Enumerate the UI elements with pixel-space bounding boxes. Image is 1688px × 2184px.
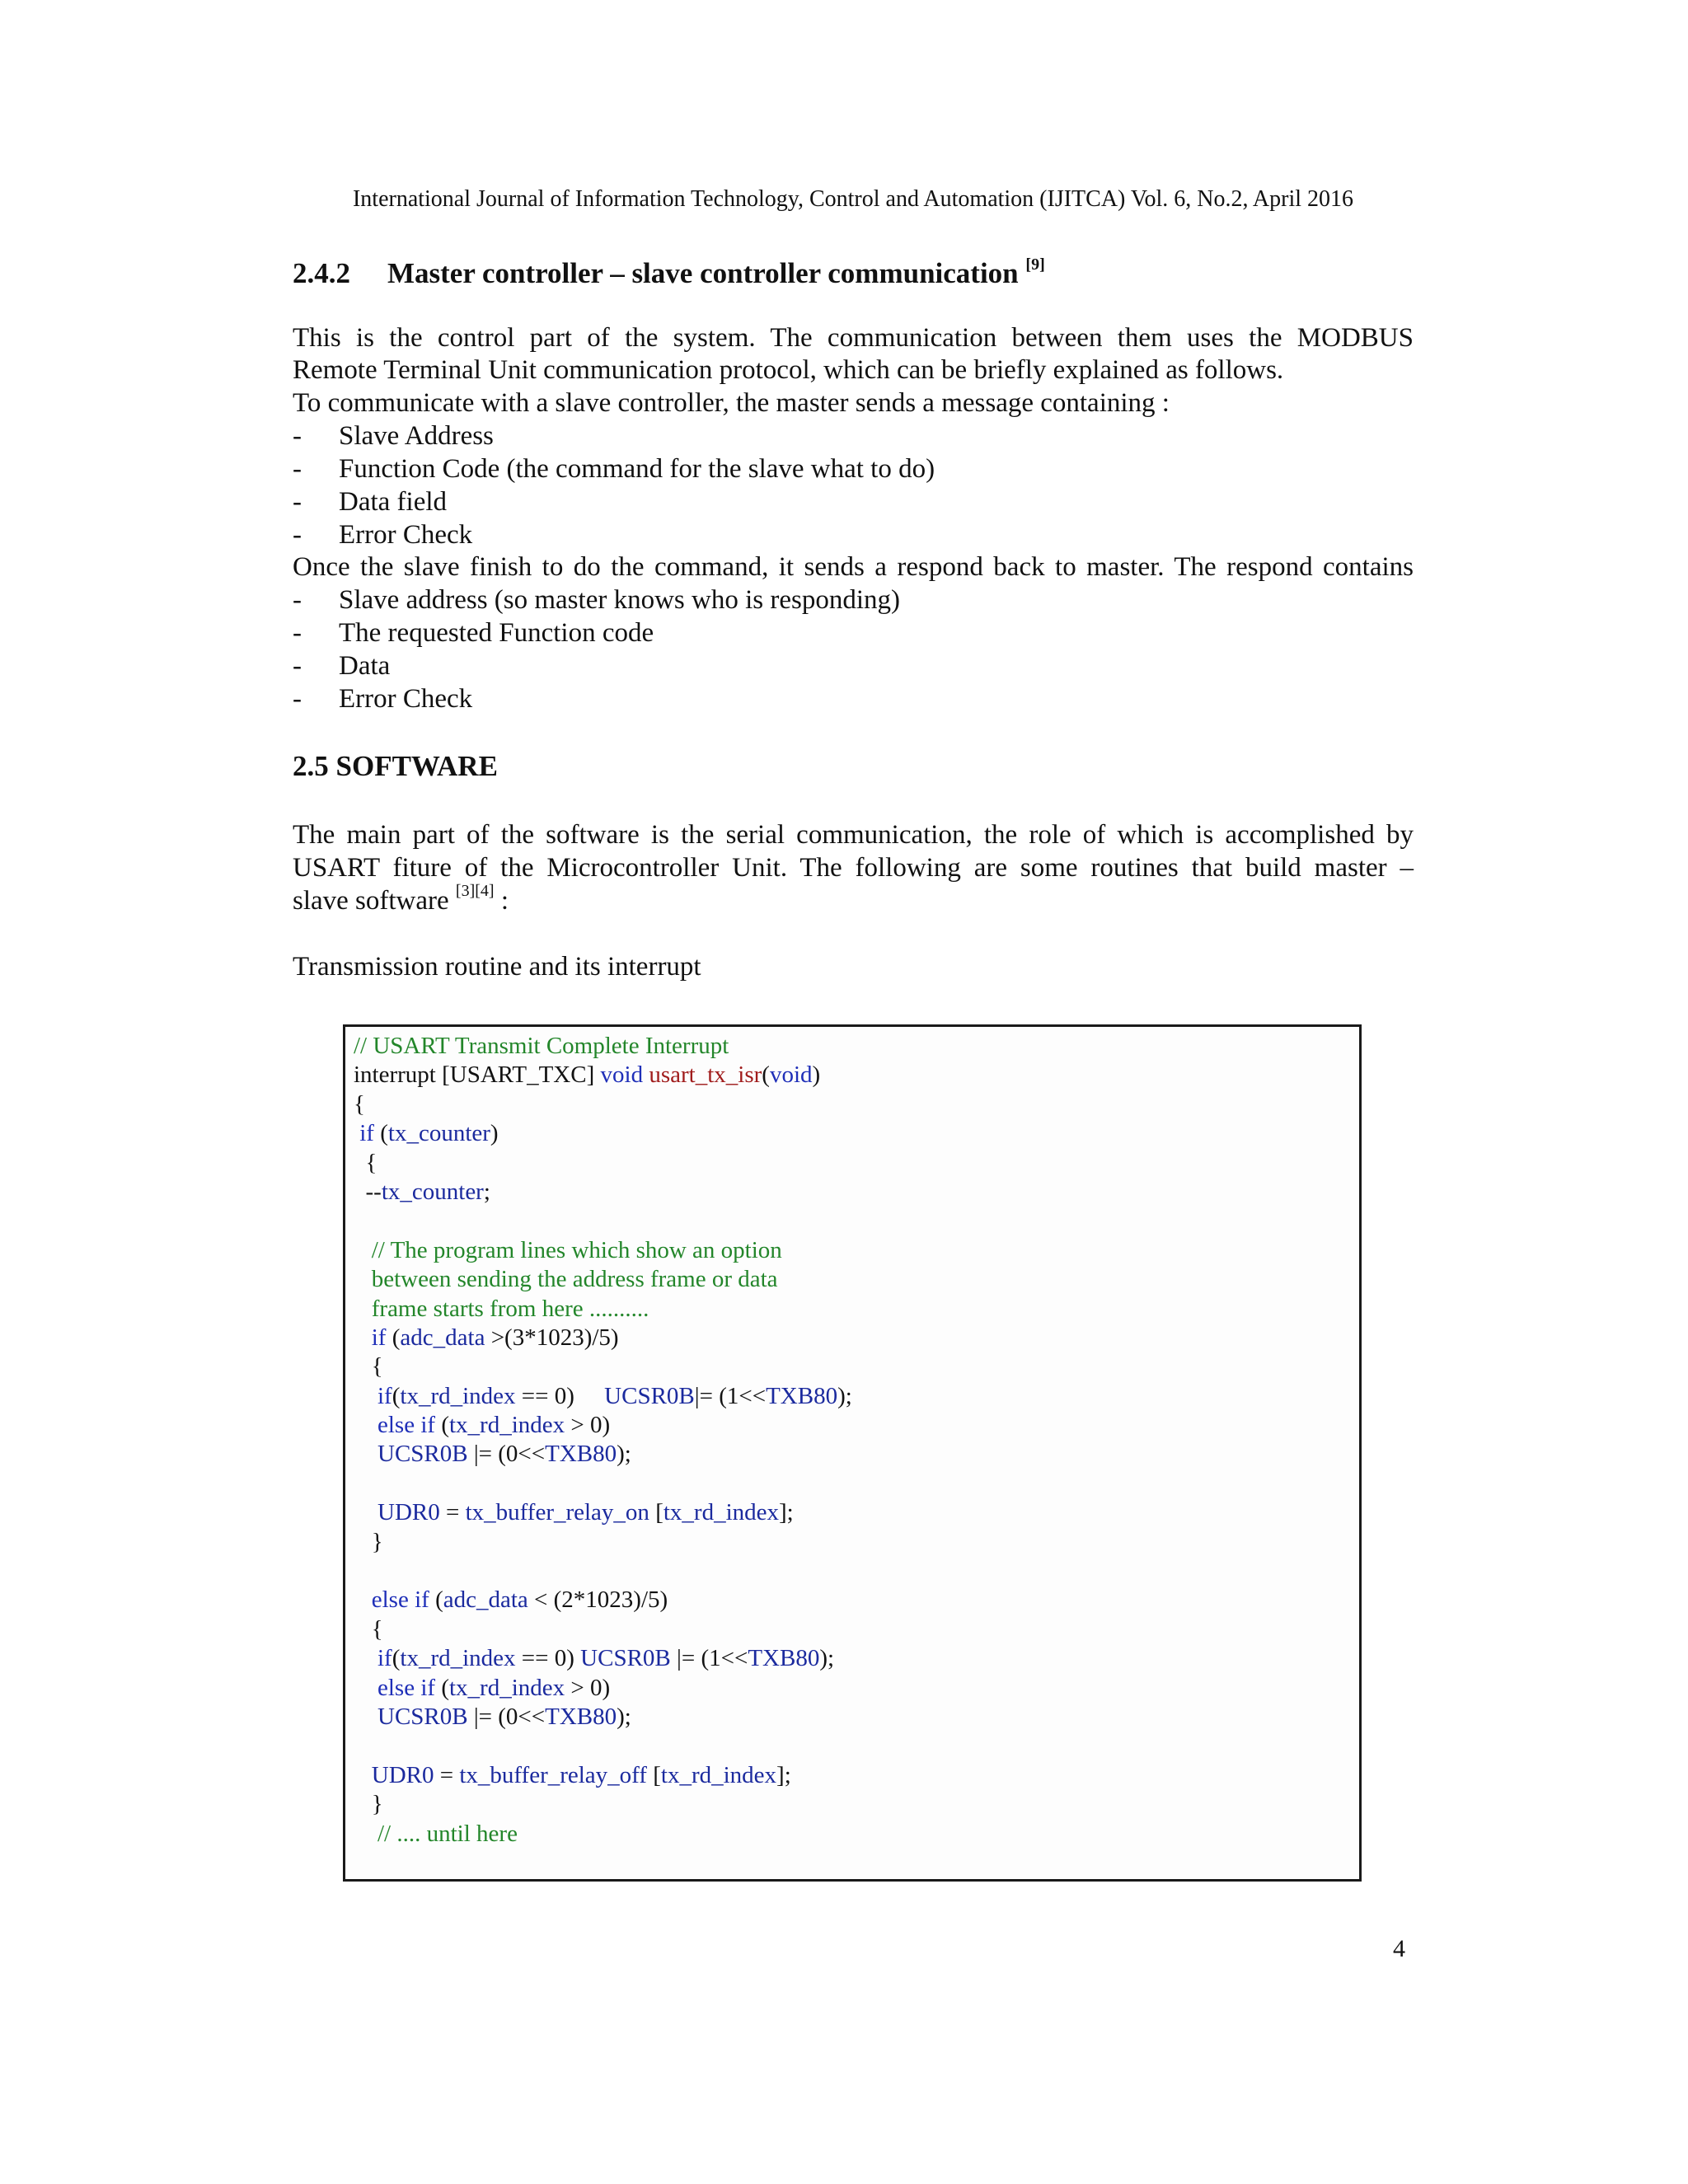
- code-line: }: [354, 1528, 383, 1555]
- code-line: UCSR0B |= (0<<TXB80);: [377, 1703, 631, 1730]
- code-line: --tx_counter;: [354, 1178, 490, 1205]
- software-para-line-2: USART fiture of the Microcontroller Unit. The following are some routines that build master –: [293, 853, 1414, 883]
- code-line: frame starts from here ..........: [354, 1295, 649, 1322]
- code-line: UCSR0B |= (0<<TXB80);: [377, 1441, 631, 1468]
- list-item-text: The requested Function code: [339, 618, 654, 648]
- list-item: [293, 583, 1414, 616]
- running-head: International Journal of Information Technology, Control and Automation (IJITCA) Vol. 6, No.2, April 2016: [352, 186, 1354, 212]
- respond-list: [293, 583, 1414, 715]
- section-heading: 2.5 SOFTWARE: [293, 750, 498, 782]
- list-dash: -: [293, 421, 302, 451]
- code-line: // USART Transmit Complete Interrupt: [354, 1033, 729, 1059]
- subsection-title: Master controller – slave controller communication: [387, 257, 1019, 289]
- software-para-text: slave software: [293, 886, 449, 916]
- software-para-line-3: [293, 884, 1414, 917]
- list-dash: -: [293, 520, 302, 550]
- list-item-text: Function Code (the command for the slave what to do): [339, 454, 935, 484]
- code-line: interrupt [USART_TXC] void usart_tx_isr(void): [354, 1062, 821, 1089]
- code-line: UDR0 = tx_buffer_relay_on [tx_rd_index];: [377, 1499, 794, 1526]
- intro-line-1: This is the control part of the system. The communication between them uses the MODBUS: [293, 323, 1414, 353]
- code-line: if(tx_rd_index == 0) UCSR0B|= (1<<TXB80);: [377, 1382, 852, 1409]
- code-listing-figure: [343, 1024, 1362, 1882]
- software-para-tail: :: [494, 886, 509, 916]
- list-dash: -: [293, 487, 302, 517]
- list-item: [293, 649, 1414, 682]
- code-line: between sending the address frame or data: [354, 1266, 778, 1293]
- list-dash: -: [293, 585, 302, 615]
- list-item-text: Error Check: [339, 684, 473, 714]
- list-item: [293, 616, 1414, 649]
- citation-ref: [9]: [1025, 255, 1045, 274]
- code-line: UDR0 = tx_buffer_relay_off [tx_rd_index];: [371, 1761, 791, 1788]
- code-caption: Transmission routine and its interrupt: [293, 952, 701, 982]
- list-item: [293, 682, 1414, 715]
- code-line: if (tx_counter): [359, 1120, 499, 1147]
- respond-intro: Once the slave finish to do the command, it sends a respond back to master. The respond contains: [293, 552, 1414, 582]
- code-line: {: [354, 1090, 365, 1118]
- code-line: // The program lines which show an option: [354, 1236, 782, 1263]
- list-item: [293, 518, 1414, 551]
- intro-line-2: Remote Terminal Unit communication protocol, which can be briefly explained as follows.: [293, 355, 1284, 385]
- code-line: if (adc_data >(3*1023)/5): [371, 1324, 619, 1351]
- software-para-line-1: The main part of the software is the serial communication, the role of which is accomplished by: [293, 820, 1414, 850]
- citation-ref: [3][4]: [455, 882, 495, 900]
- list-dash: -: [293, 684, 302, 714]
- subsection-heading: [293, 257, 1045, 290]
- list-dash: -: [293, 651, 302, 681]
- subsection-number: 2.4.2: [293, 257, 350, 289]
- list-dash: -: [293, 454, 302, 484]
- code-line: {: [354, 1353, 383, 1380]
- list-item-text: Slave Address: [339, 421, 494, 451]
- code-line: }: [354, 1791, 383, 1818]
- code-line: // .... until here: [377, 1820, 518, 1847]
- list-dash: -: [293, 618, 302, 648]
- code-line: {: [354, 1149, 377, 1176]
- code-line: else if (tx_rd_index > 0): [377, 1674, 611, 1701]
- list-item: [293, 452, 1414, 485]
- code-line: [354, 1732, 852, 1760]
- code-line: [354, 1207, 852, 1235]
- code-line: {: [354, 1615, 383, 1643]
- code-line: else if (adc_data < (2*1023)/5): [371, 1586, 668, 1614]
- list-item-text: Error Check: [339, 520, 473, 550]
- list-item: [293, 485, 1414, 518]
- list-item-text: Slave address (so master knows who is responding): [339, 585, 900, 615]
- code-listing: [354, 1032, 852, 1849]
- list-item: [293, 419, 1414, 452]
- list-item-text: Data: [339, 651, 391, 681]
- page-number: 4: [1393, 1935, 1405, 1962]
- message-list: [293, 419, 1414, 551]
- list-item-text: Data field: [339, 487, 448, 517]
- code-line: [354, 1557, 852, 1586]
- code-line: else if (tx_rd_index > 0): [377, 1412, 611, 1439]
- intro-line-3: To communicate with a slave controller, the master sends a message containing :: [293, 388, 1170, 418]
- code-line: if(tx_rd_index == 0) UCSR0B |= (1<<TXB80);: [377, 1645, 835, 1672]
- code-line: [354, 1469, 852, 1498]
